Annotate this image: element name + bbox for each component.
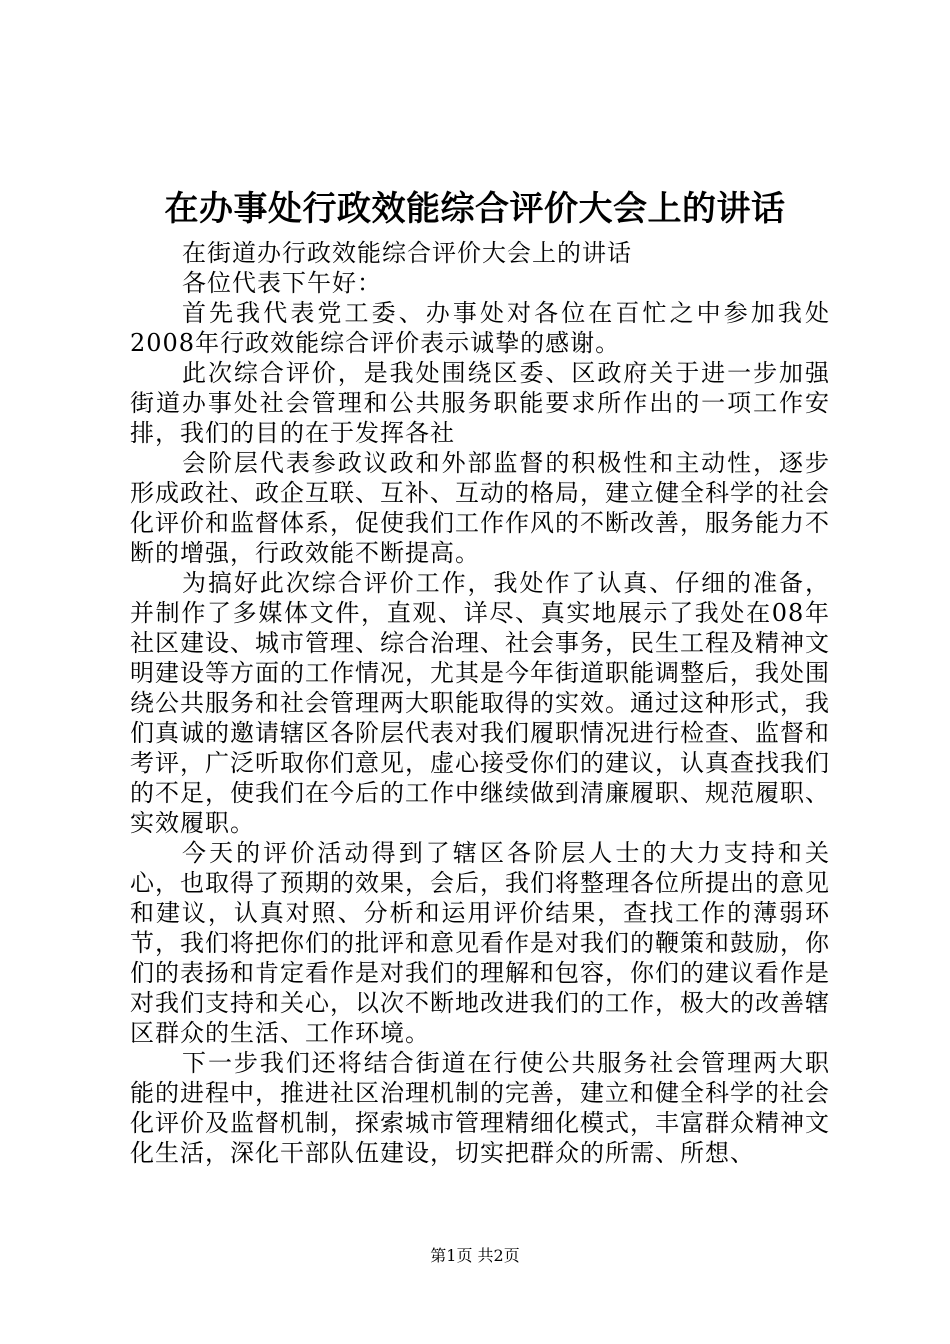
document-body xyxy=(130,238,830,1168)
body-paragraph: 首先我代表党工委、办事处对各位在百忙之中参加我处2008年行政效能综合评价表示诚挚的感谢。 xyxy=(130,299,830,357)
body-paragraph: 下一步我们还将结合街道在行使公共服务社会管理两大职能的进程中，推进社区治理机制的完善，建立和健全科学的社会化评价及监督机制，探索城市管理精细化模式，丰富群众精神文化生活，深化干部队伍建设，切实把群众的所需、所想、 xyxy=(130,1049,830,1167)
subtitle-paragraph: 在街道办行政效能综合评价大会上的讲话 xyxy=(182,239,632,267)
body-paragraph: 为搞好此次综合评价工作，我处作了认真、仔细的准备，并制作了多媒体文件，直观、详尽、真实地展示了我处在08年社区建设、城市管理、综合治理、社会事务，民生工程及精神文明建设等方面的工作情况，尤其是今年街道职能调整后，我处围绕公共服务和社会管理两大职能取得的实效。通过这种形式，我们真诚的邀请辖区各阶层代表对我们履职情况进行检查、监督和考评，广泛听取你们意见，虚心接受你们的建议，认真查找我们的不足，使我们在今后的工作中继续做到清廉履职、规范履职、实效履职。 xyxy=(130,569,830,837)
greeting-paragraph: 各位代表下午好： xyxy=(182,269,382,297)
body-paragraph: 今天的评价活动得到了辖区各阶层人士的大力支持和关心，也取得了预期的效果，会后，我们将整理各位所提出的意见和建议，认真对照、分析和运用评价结果，查找工作的薄弱环节，我们将把你们的批评和意见看作是对我们的鞭策和鼓励，你们的表扬和肯定看作是对我们的理解和包容，你们的建议看作是对我们支持和关心，以次不断地改进我们的工作，极大的改善辖区群众的生活、工作环境。 xyxy=(130,839,830,1047)
body-paragraph: 此次综合评价，是我处围绕区委、区政府关于进一步加强街道办事处社会管理和公共服务职能要求所作出的一项工作安排，我们的目的在于发挥各社 xyxy=(130,359,830,447)
page-number-footer: 第1页 共2页 xyxy=(430,1246,520,1265)
document-title: 在办事处行政效能综合评价大会上的讲话 xyxy=(164,189,786,229)
body-paragraph: 会阶层代表参政议政和外部监督的积极性和主动性，逐步形成政社、政企互联、互补、互动的格局，建立健全科学的社会化评价和监督体系，促使我们工作作风的不断改善，服务能力不断的增强，行政效能不断提高。 xyxy=(130,449,830,567)
